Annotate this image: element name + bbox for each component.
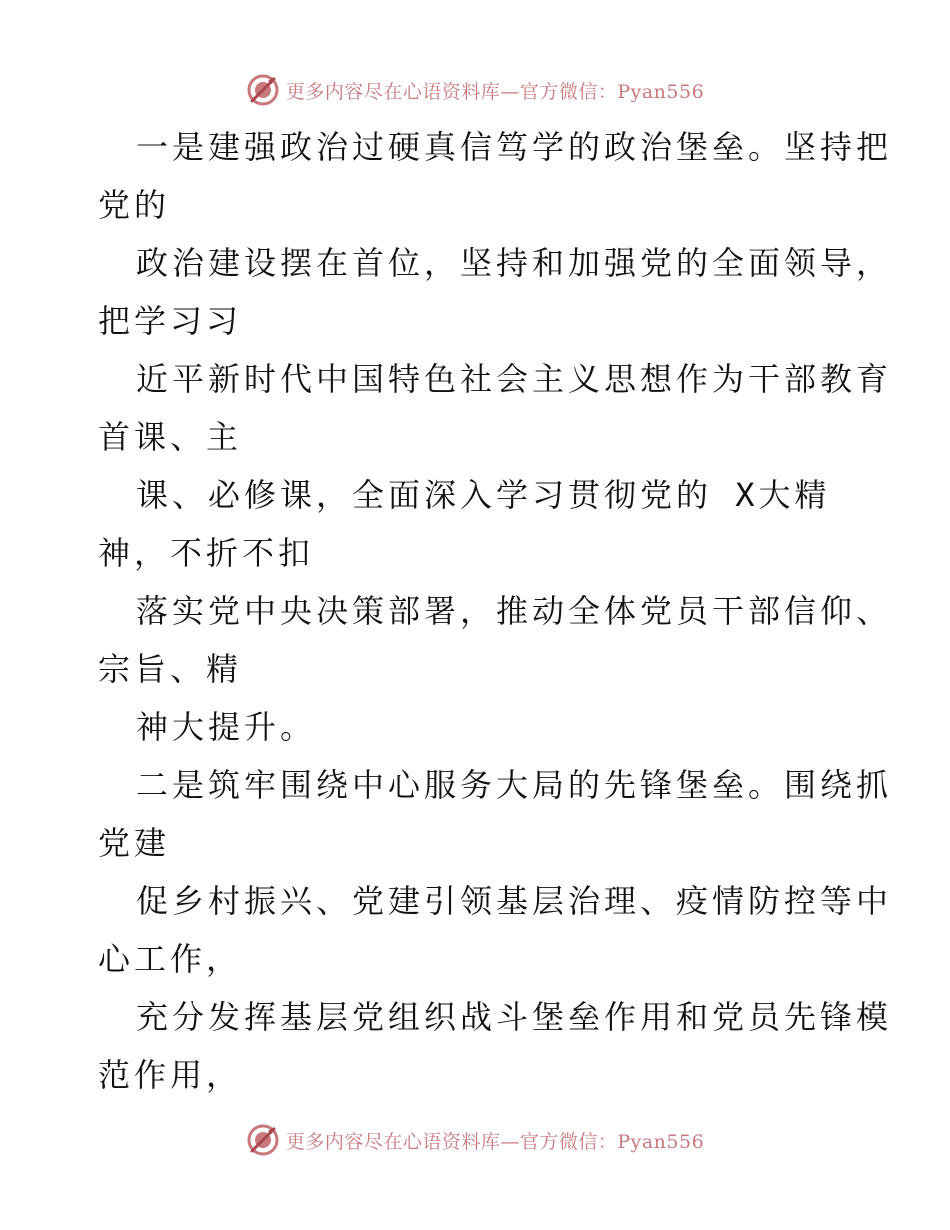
text-line: 充分发挥基层党组织战斗堡垒作用和党员先锋模 (136, 998, 893, 1036)
footer-banner (0, 1120, 950, 1160)
body-text (98, 118, 893, 1104)
footer-banner-text: 更多内容尽在心语资料库—官方微信：Pyan556 (285, 1130, 705, 1153)
text-line: 党建 (98, 824, 171, 862)
header-banner-text: 更多内容尽在心语资料库—官方微信：Pyan556 (285, 80, 705, 103)
text-line: 落实党中央决策部署，推动全体党员干部信仰、 (136, 592, 893, 630)
text-line: 近平新时代中国特色社会主义思想作为干部教育 (136, 360, 893, 398)
header-banner (0, 70, 950, 110)
text-line: 心工作， (98, 940, 243, 978)
text-line: 神，不折不扣 (98, 534, 315, 572)
text-line: 政治建设摆在首位，坚持和加强党的全面领导， (136, 244, 893, 282)
text-line: 一是建强政治过硬真信笃学的政治堡垒。坚持把 (136, 128, 893, 166)
text-line: 促乡村振兴、党建引领基层治理、疫情防控等中 (136, 882, 893, 920)
text-line: 宗旨、精 (98, 650, 243, 688)
text-line: 课、必修课，全面深入学习贯彻党的 X大精 (136, 476, 831, 514)
text-line: 党的 (98, 186, 171, 224)
text-line: 二是筑牢围绕中心服务大局的先锋堡垒。围绕抓 (136, 766, 893, 804)
text-line: 首课、主 (98, 418, 243, 456)
text-line: 神大提升。 (136, 708, 317, 746)
quill-seal-icon (246, 73, 280, 107)
text-line: 范作用， (98, 1056, 243, 1094)
quill-seal-icon (246, 1123, 280, 1157)
text-line: 把学习习 (98, 302, 243, 340)
